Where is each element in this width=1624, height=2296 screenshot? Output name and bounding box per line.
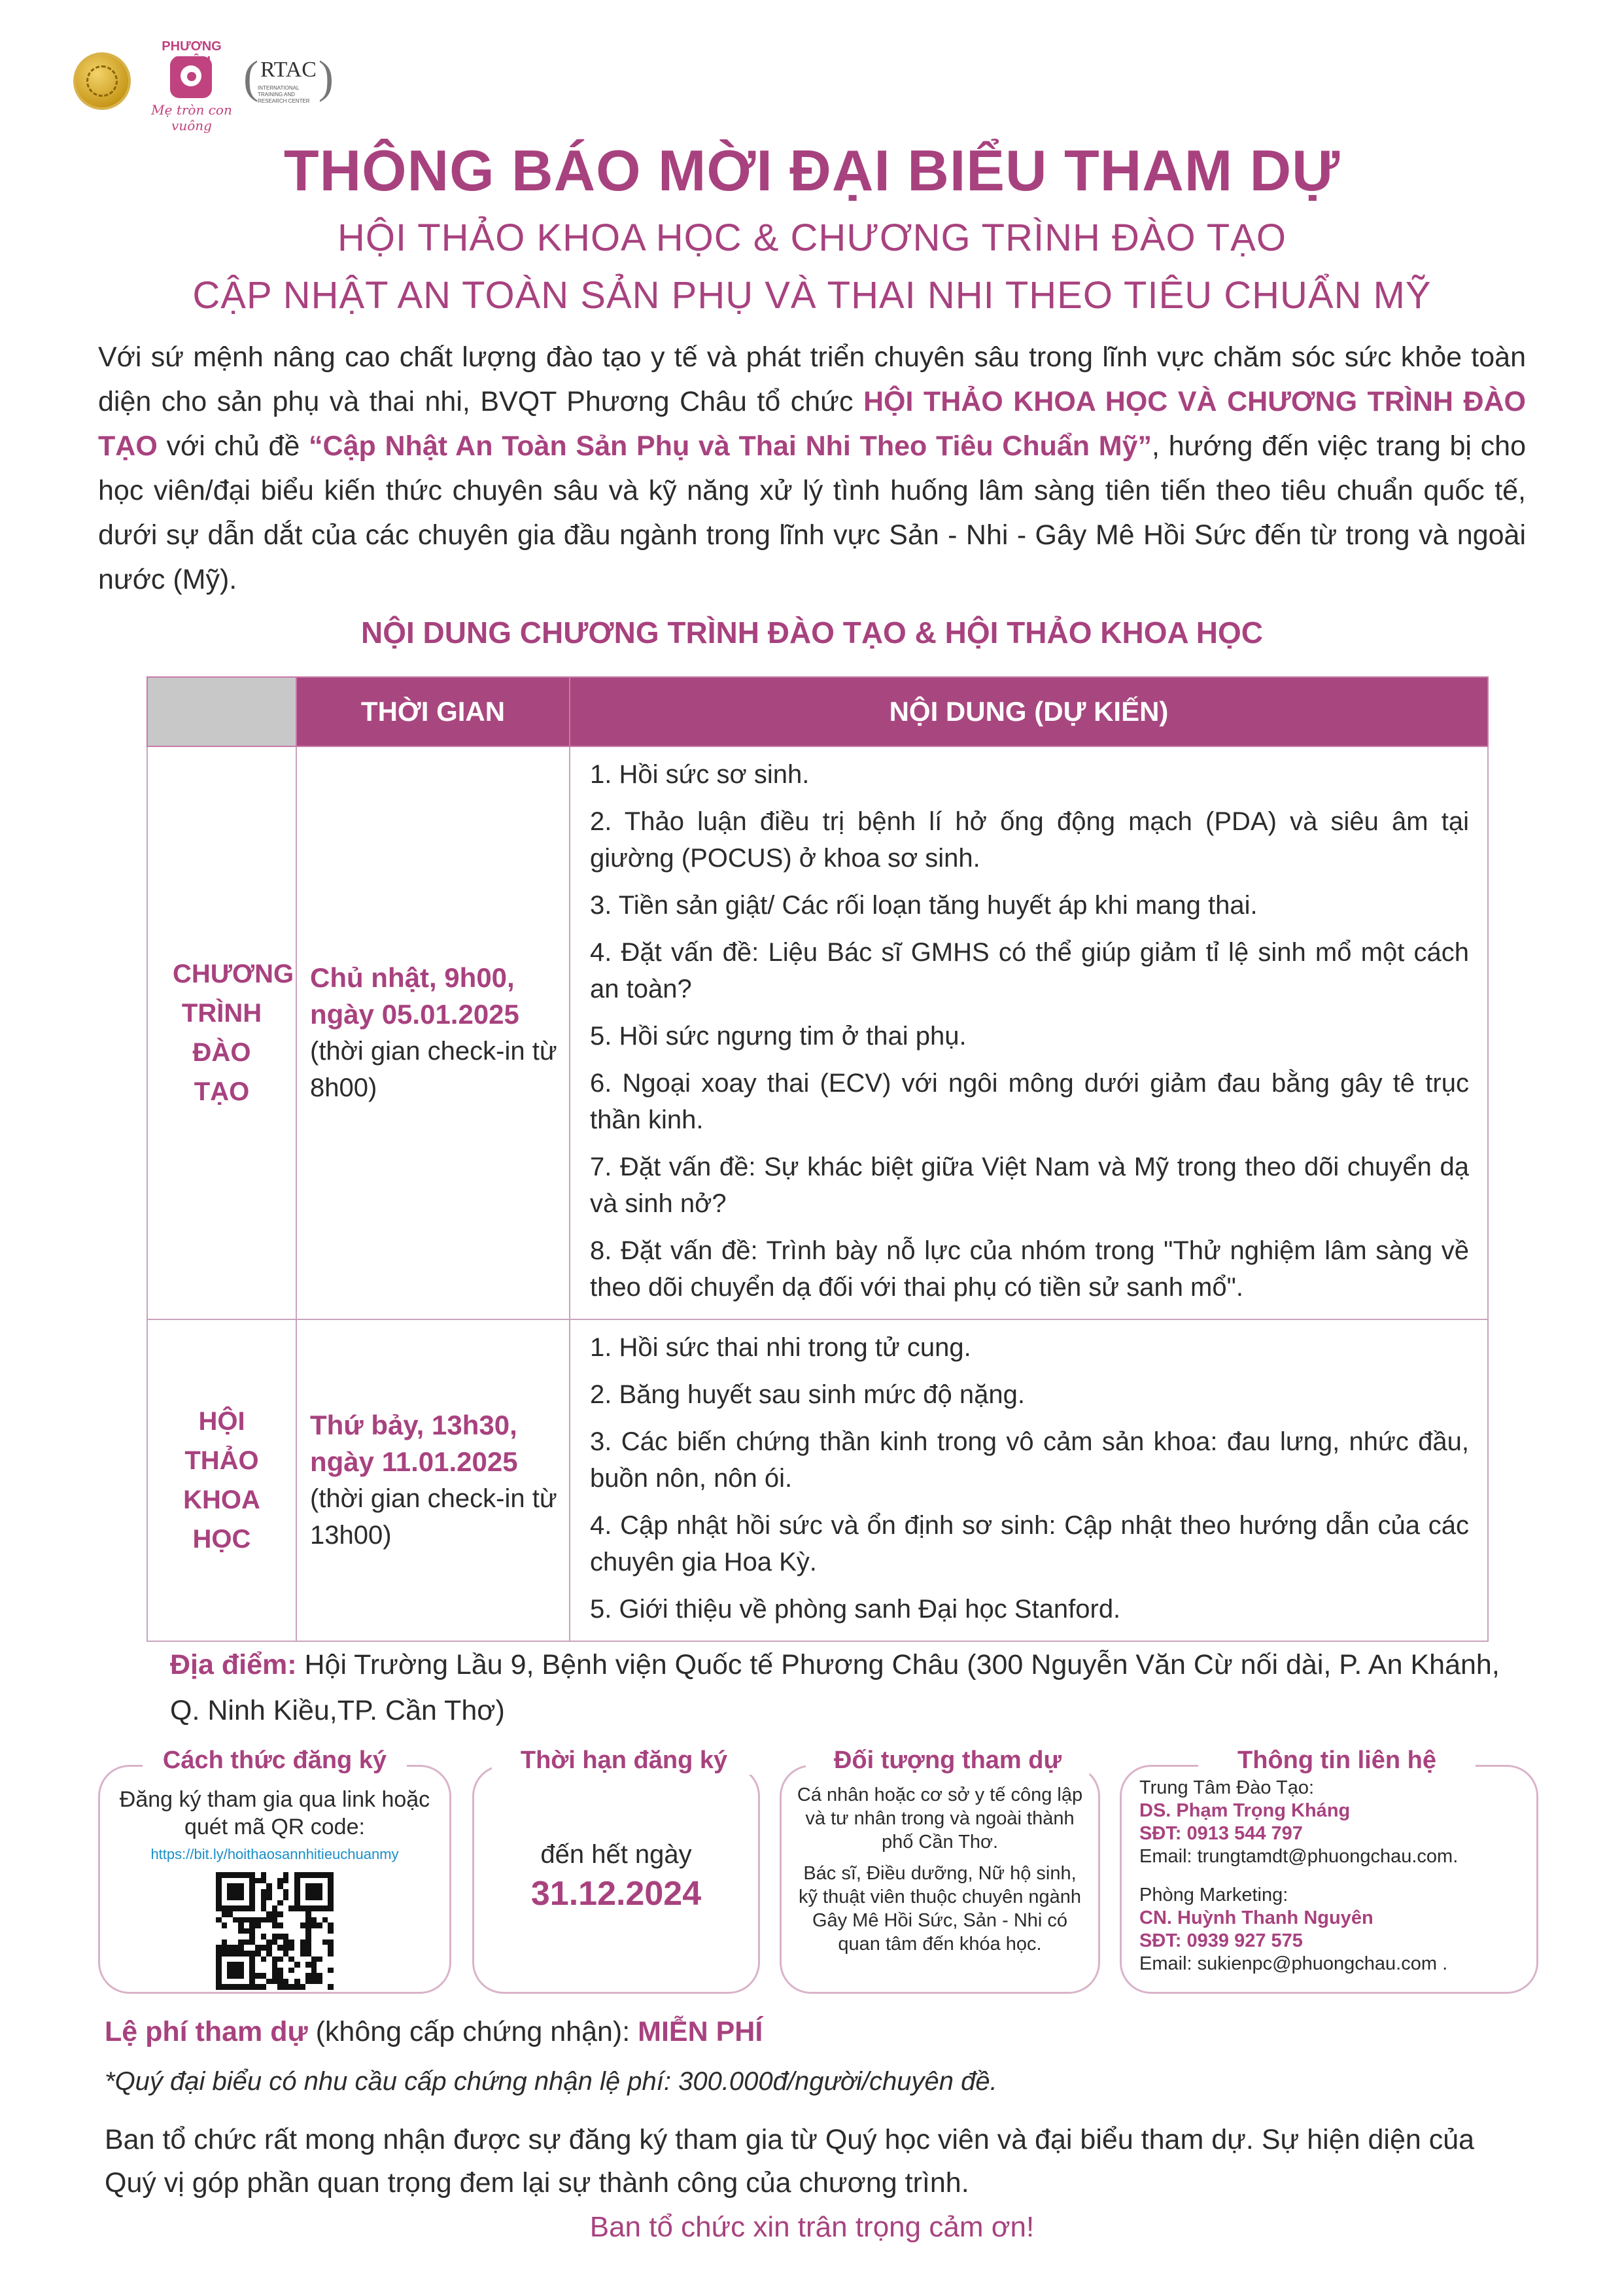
program-table xyxy=(147,676,1489,1642)
training-checkin: (thời gian check-in từ 8h00) xyxy=(310,1037,557,1102)
fee-value: MIỄN PHÍ xyxy=(638,2016,763,2047)
partner-logo-sub: INTERNATIONAL TRAINING AND RESEARCH CENTER xyxy=(258,85,310,104)
list-item: 5. Giới thiệu về phòng sanh Đại học Stanford. xyxy=(590,1595,1121,1624)
partner-logo: ( RTAC INTERNATIONAL TRAINING AND RESEARCH CENTER ) xyxy=(243,52,334,104)
register-text: Đăng ký tham gia qua link hoặc quét mã QR code: xyxy=(119,1787,430,1839)
list-item: 2. Băng huyết sau sinh mức độ nặng. xyxy=(590,1380,1025,1409)
list-item: 4. Cập nhật hồi sức và ổn định sơ sinh: Cập nhật theo hướng dẫn của các chuyên gia Hoa Kỳ. xyxy=(590,1511,1469,1576)
table-row-conference xyxy=(147,1319,1488,1641)
list-item: 5. Hồi sức ngưng tim ở thai phụ. xyxy=(590,1022,967,1051)
intro-topic: “Cập Nhật An Toàn Sản Phụ và Thai Nhi Theo Tiêu Chuẩn Mỹ” xyxy=(309,430,1152,462)
row-content-training xyxy=(570,746,1488,1319)
list-item: 8. Đặt vấn đề: Trình bày nỗ lực của nhóm trong "Thử nghiệm lâm sàng về theo dõi chuyển dạ đối với thai phụ có tiền sử sanh mổ". xyxy=(590,1236,1469,1302)
row-time-conference xyxy=(296,1319,570,1641)
audience-text-2: Bác sĩ, Điều dưỡng, Nữ hộ sinh, kỹ thuật viên thuộc chuyên ngành Gây Mê Hồi Sức, Sản - Nhi có quan tâm đến khóa học. xyxy=(798,1863,1082,1955)
hospital-logo-slogan: Mẹ tròn con vuông xyxy=(151,102,232,133)
register-card-title: Cách thức đăng ký xyxy=(143,1747,407,1775)
register-link[interactable]: https://bit.ly/hoithaosannhitieuchuanmy xyxy=(150,1846,399,1862)
accreditation-seal-logo xyxy=(73,52,131,110)
conference-checkin: (thời gian check-in từ 13h00) xyxy=(310,1484,557,1550)
table-header-row xyxy=(147,677,1488,746)
deadline-date: 31.12.2024 xyxy=(530,1875,702,1913)
hospital-logo-name: PHƯƠNG xyxy=(162,39,222,54)
page-title: THÔNG BÁO MỜI ĐẠI BIỂU THAM DỰ xyxy=(283,138,1341,203)
location-value: Hội Trường Lầu 9, Bệnh viện Quốc tế Phương Châu (300 Nguyễn Văn Cừ nối dài, P. An Khánh, Q. Ninh Kiều,TP. Cần Thơ) xyxy=(170,1649,1500,1726)
deadline-text: đến hết ngày xyxy=(540,1840,692,1869)
row-label-conference: HỘI THẢO KHOA HỌC xyxy=(147,1319,296,1641)
partner-logo-name: RTAC xyxy=(260,58,317,82)
intro-text-3: , hướng đến việc trang bị cho học viên/đại biểu kiến thức chuyên sâu và kỹ năng xử lý tình huống lâm sàng tiên tiến theo tiêu chuẩn quốc tế, dưới sự dẫn dắt của các chuyên gia đầu ngành trong lĩnh vực Sản - Nhi - Gây Mê Hồi Sức đến từ trong và ngoài nước (Mỹ). xyxy=(98,430,1526,595)
location-label: Địa điểm: xyxy=(170,1649,297,1680)
contact-info xyxy=(1139,1777,1532,1975)
list-item: 1. Hồi sức thai nhi trong tử cung. xyxy=(590,1333,971,1362)
table-header-time: THỜI GIAN xyxy=(296,677,570,746)
list-item: 3. Các biến chứng thần kinh trong vô cảm sản khoa: đau lưng, nhức đầu, buồn nôn, nôn ói. xyxy=(590,1427,1469,1493)
contact-phone-1[interactable]: SĐT: 0913 544 797 xyxy=(1139,1823,1303,1844)
intro-event-name: HỘI THẢO KHOA HỌC VÀ CHƯƠNG TRÌNH ĐÀO TẠO xyxy=(98,386,1526,462)
thanks-line: Ban tổ chức xin trân trọng cảm ơn! xyxy=(589,2211,1035,2243)
row-time-training xyxy=(296,746,570,1319)
table-row-training xyxy=(147,746,1488,1319)
training-time: Chủ nhật, 9h00, ngày 05.01.2025 xyxy=(310,962,519,1030)
location xyxy=(170,1642,1517,1733)
table-header-blank xyxy=(147,677,296,746)
contact-name-2: CN. Huỳnh Thanh Nguyên xyxy=(1139,1907,1373,1928)
list-item: 6. Ngoại xoay thai (ECV) với ngôi mông dưới giảm đau bằng gây tê trục thần kinh. xyxy=(590,1069,1469,1134)
fee-line xyxy=(105,2016,1544,2048)
contact-name-1: DS. Phạm Trọng Kháng xyxy=(1139,1800,1351,1821)
deadline-card-title: Thời hạn đăng ký xyxy=(492,1747,756,1775)
list-item: 3. Tiền sản giật/ Các rối loạn tăng huyết áp khi mang thai. xyxy=(590,891,1258,920)
list-item: 1. Hồi sức sơ sinh. xyxy=(590,760,810,789)
intro-text-2: với chủ đề xyxy=(157,430,309,462)
page-subtitle-2: CẬP NHẬT AN TOÀN SẢN PHỤ VÀ THAI NHI THEO TIÊU CHUẨN MỸ xyxy=(192,274,1432,317)
contact-card-title: Thông tin liên hệ xyxy=(1198,1747,1476,1775)
contact-email-2[interactable]: Email: sukienpc@phuongchau.com . xyxy=(1139,1953,1448,1974)
audience-card-title: Đối tượng tham dự xyxy=(806,1747,1090,1775)
row-label-training: CHƯƠNG TRÌNH ĐÀO TẠO xyxy=(147,746,296,1319)
fee-note: *Quý đại biểu có nhu cầu cấp chứng nhận lệ phí: 300.000đ/người/chuyên đề. xyxy=(105,2067,997,2096)
conference-time: Thứ bảy, 13h30, ngày 11.01.2025 xyxy=(310,1410,518,1477)
fee-middle: (không cấp chứng nhận): xyxy=(307,2016,638,2047)
audience-text-1: Cá nhân hoặc cơ sở y tế công lập và tư nhân trong và ngoài thành phố Cần Thơ. xyxy=(797,1784,1083,1852)
page-subtitle-1: HỘI THẢO KHOA HỌC & CHƯƠNG TRÌNH ĐÀO TẠO xyxy=(337,217,1287,259)
intro-text-1: Với sứ mệnh nâng cao chất lượng đào tạo y tế và phát triển chuyên sâu trong lĩnh vực chăm sóc sức khỏe toàn diện cho sản phụ và thai nhi, BVQT Phương Châu tổ chức xyxy=(98,341,1526,417)
intro-paragraph xyxy=(98,335,1526,602)
contact-dept-marketing: Phòng Marketing: xyxy=(1139,1885,1288,1905)
closing-paragraph: Ban tổ chức rất mong nhận được sự đăng ký tham gia từ Quý học viên và đại biểu tham dự. Sự hiện diện của Quý vị góp phần quan trọng đem lại sự thành công của chương trình. xyxy=(105,2124,1475,2199)
section-title: NỘI DUNG CHƯƠNG TRÌNH ĐÀO TẠO & HỘI THẢO KHOA HỌC xyxy=(361,616,1263,650)
contact-email-1[interactable]: Email: trungtamdt@phuongchau.com. xyxy=(1139,1846,1459,1867)
qr-code[interactable] xyxy=(216,1872,334,1990)
list-item: 7. Đặt vấn đề: Sự khác biệt giữa Việt Nam và Mỹ trong theo dõi chuyển dạ và sinh nở? xyxy=(590,1153,1469,1218)
hospital-logo-icon xyxy=(170,56,212,98)
row-content-conference xyxy=(570,1319,1488,1641)
list-item: 2. Thảo luận điều trị bệnh lí hở ống động mạch (PDA) và siêu âm tại giường (POCUS) ở khoa sơ sinh. xyxy=(590,807,1469,873)
contact-dept-training: Trung Tâm Đào Tạo: xyxy=(1139,1777,1315,1798)
table-header-content: NỘI DUNG (DỰ KIẾN) xyxy=(570,677,1488,746)
fee-label: Lệ phí tham dự xyxy=(105,2016,308,2047)
contact-phone-2[interactable]: SĐT: 0939 927 575 xyxy=(1139,1930,1303,1951)
list-item: 4. Đặt vấn đề: Liệu Bác sĩ GMHS có thể giúp giảm tỉ lệ sinh mổ một cách an toàn? xyxy=(590,938,1469,1003)
